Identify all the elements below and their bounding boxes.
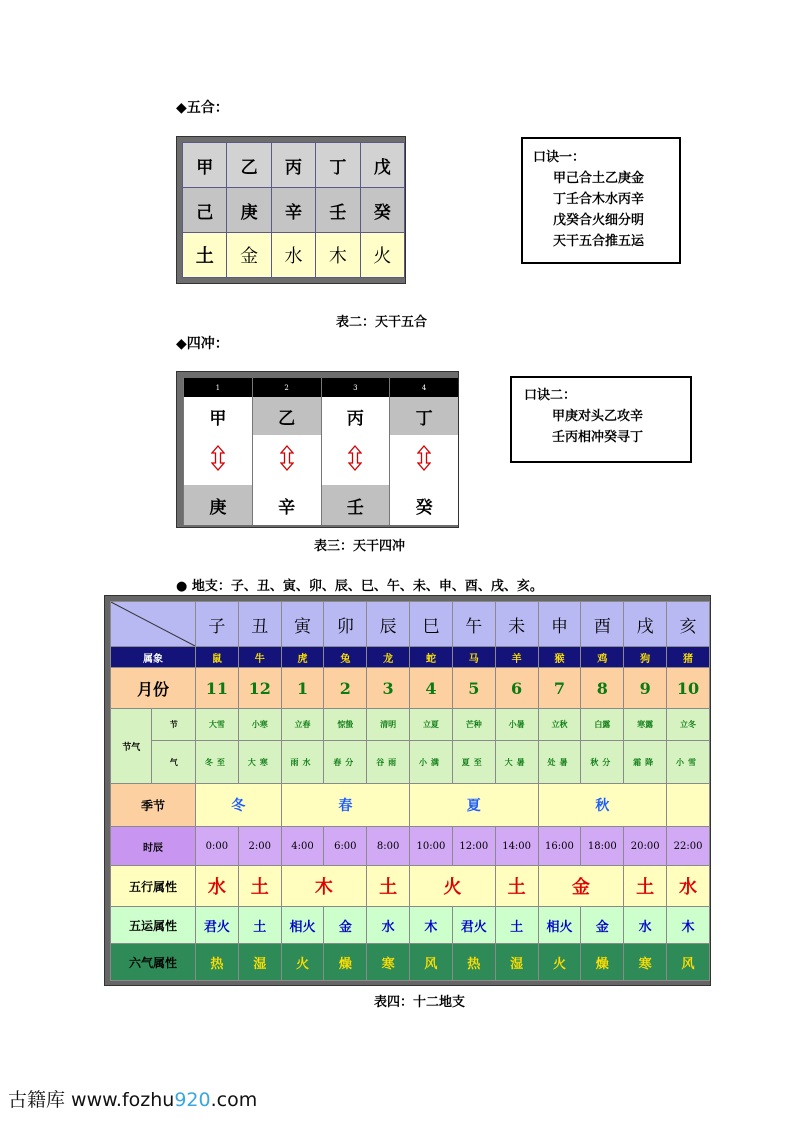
table-caption: 表三：天干四冲 <box>314 539 406 554</box>
element-cell: 金 <box>227 233 271 278</box>
sichong-heading: ◆四冲： <box>176 336 229 352</box>
koujue-title: 口诀一： <box>533 150 586 165</box>
animal-cell: 猪 <box>667 647 710 668</box>
branch-cell: 酉 <box>581 602 624 647</box>
clash-arrow-icon <box>252 435 321 485</box>
wuyun-cell: 水 <box>367 907 410 944</box>
wuyun-cell: 君火 <box>452 907 495 944</box>
jie-cell: 小暑 <box>495 709 538 741</box>
column-number: 2 <box>252 378 321 397</box>
jie-cell: 立冬 <box>667 709 710 741</box>
koujue-line: 戊癸合火细分明 <box>553 213 645 228</box>
table-row <box>183 233 405 278</box>
qi-cell: 谷雨 <box>367 741 410 784</box>
jie-cell: 清明 <box>367 709 410 741</box>
jie-cell: 芒种 <box>452 709 495 741</box>
element-cell: 木 <box>316 233 360 278</box>
jie-cell: 立秋 <box>538 709 581 741</box>
column-number: 4 <box>390 378 458 397</box>
season-cell: 夏 <box>410 784 539 827</box>
month-cell: 8 <box>581 668 624 709</box>
month-cell: 1 <box>281 668 324 709</box>
wuxing-cell: 水 <box>196 866 239 907</box>
stem-cell: 甲 <box>184 397 253 435</box>
koujue-line: 天干五合推五运 <box>553 234 645 249</box>
column-number: 1 <box>184 378 253 397</box>
table-row <box>184 485 459 525</box>
table-row <box>111 907 710 944</box>
dizhi-heading: ● 地支：子、丑、寅、卯、辰、巳、午、未、申、酉、戌、亥。 <box>176 579 543 594</box>
time-cell: 18:00 <box>581 827 624 866</box>
stem-cell: 丁 <box>390 397 458 435</box>
wuyun-cell: 木 <box>667 907 710 944</box>
qi-cell: 雨水 <box>281 741 324 784</box>
table-row <box>111 866 710 907</box>
animal-cell: 兔 <box>324 647 367 668</box>
wuyun-cell: 君火 <box>196 907 239 944</box>
branch-cell: 子 <box>196 602 239 647</box>
month-cell: 5 <box>452 668 495 709</box>
animal-cell: 鸡 <box>581 647 624 668</box>
jie-cell: 白露 <box>581 709 624 741</box>
table-row <box>184 378 459 397</box>
wuyun-cell: 土 <box>238 907 281 944</box>
sub-label: 节 <box>152 709 196 741</box>
branch-cell: 丑 <box>238 602 281 647</box>
liuqi-cell: 燥 <box>324 944 367 981</box>
clash-arrow-icon <box>184 435 253 485</box>
qi-cell: 小满 <box>410 741 453 784</box>
month-cell: 10 <box>667 668 710 709</box>
animal-cell: 虎 <box>281 647 324 668</box>
jie-cell: 立夏 <box>410 709 453 741</box>
branch-cell: 寅 <box>281 602 324 647</box>
qi-cell: 夏至 <box>452 741 495 784</box>
wuhe-heading: ◆五合： <box>176 100 229 116</box>
stem-cell: 庚 <box>184 485 253 525</box>
branch-cell: 戌 <box>624 602 667 647</box>
stem-cell: 壬 <box>316 188 360 233</box>
branch-cell: 亥 <box>667 602 710 647</box>
liuqi-cell: 寒 <box>624 944 667 981</box>
animal-cell: 马 <box>452 647 495 668</box>
clash-arrow-icon <box>390 435 458 485</box>
wuyun-cell: 金 <box>581 907 624 944</box>
qi-cell: 大暑 <box>495 741 538 784</box>
season-cell <box>667 784 710 827</box>
stem-cell: 甲 <box>183 143 227 188</box>
liuqi-cell: 湿 <box>495 944 538 981</box>
column-number: 3 <box>321 378 390 397</box>
jie-cell: 惊蛰 <box>324 709 367 741</box>
time-cell: 14:00 <box>495 827 538 866</box>
table-row <box>111 944 710 981</box>
table-row <box>111 709 710 741</box>
wuxing-cell: 土 <box>367 866 410 907</box>
time-cell: 4:00 <box>281 827 324 866</box>
wuxing-cell: 水 <box>667 866 710 907</box>
table-caption: 表四：十二地支 <box>374 995 466 1010</box>
animal-cell: 龙 <box>367 647 410 668</box>
time-cell: 20:00 <box>624 827 667 866</box>
liuqi-cell: 燥 <box>581 944 624 981</box>
row-label: 时辰 <box>111 827 196 866</box>
animal-cell: 鼠 <box>196 647 239 668</box>
wuyun-cell: 土 <box>495 907 538 944</box>
time-cell: 22:00 <box>667 827 710 866</box>
time-cell: 0:00 <box>196 827 239 866</box>
row-label: 五运属性 <box>111 907 196 944</box>
stem-cell: 辛 <box>271 188 315 233</box>
table-row <box>111 668 710 709</box>
table-row <box>111 602 710 647</box>
stem-cell: 丙 <box>321 397 390 435</box>
stem-cell: 丁 <box>316 143 360 188</box>
wuyun-cell: 金 <box>324 907 367 944</box>
season-cell: 春 <box>281 784 409 827</box>
liuqi-cell: 风 <box>410 944 453 981</box>
diagonal-header-cell <box>111 602 196 647</box>
table-tiangan-wuhe <box>176 136 406 284</box>
branch-cell: 申 <box>538 602 581 647</box>
wuyun-cell: 相火 <box>538 907 581 944</box>
season-cell: 冬 <box>196 784 282 827</box>
jie-cell: 大雪 <box>196 709 239 741</box>
wuxing-cell: 土 <box>238 866 281 907</box>
wuxing-cell: 金 <box>538 866 624 907</box>
qi-cell: 小雪 <box>667 741 710 784</box>
koujue-line: 壬丙相冲癸寻丁 <box>552 430 644 445</box>
animal-cell: 牛 <box>238 647 281 668</box>
wuyun-cell: 水 <box>624 907 667 944</box>
stem-cell: 辛 <box>252 485 321 525</box>
month-cell: 11 <box>196 668 239 709</box>
qi-cell: 大寒 <box>238 741 281 784</box>
table-row <box>111 741 710 784</box>
liuqi-cell: 热 <box>196 944 239 981</box>
koujue-line: 丁壬合木水丙辛 <box>553 192 645 207</box>
liuqi-cell: 风 <box>667 944 710 981</box>
element-cell: 土 <box>183 233 227 278</box>
table-row <box>111 827 710 866</box>
site-watermark <box>8 1085 257 1112</box>
season-cell: 秋 <box>538 784 667 827</box>
table-row <box>184 435 459 485</box>
liuqi-cell: 寒 <box>367 944 410 981</box>
time-cell: 2:00 <box>238 827 281 866</box>
jie-cell: 小寒 <box>238 709 281 741</box>
month-cell: 7 <box>538 668 581 709</box>
qi-cell: 春分 <box>324 741 367 784</box>
stem-cell: 癸 <box>390 485 458 525</box>
branch-cell: 午 <box>452 602 495 647</box>
branch-cell: 卯 <box>324 602 367 647</box>
wuxing-cell: 火 <box>410 866 496 907</box>
row-label: 节气 <box>111 709 152 784</box>
stem-cell: 乙 <box>227 143 271 188</box>
sub-label: 气 <box>152 741 196 784</box>
row-label: 六气属性 <box>111 944 196 981</box>
site-number: 920 <box>174 1089 211 1111</box>
table-row <box>111 784 710 827</box>
table-dizhi <box>104 595 711 986</box>
element-cell: 水 <box>271 233 315 278</box>
stem-cell: 己 <box>183 188 227 233</box>
time-cell: 12:00 <box>452 827 495 866</box>
animal-cell: 羊 <box>495 647 538 668</box>
qi-cell: 秋分 <box>581 741 624 784</box>
table-row <box>184 397 459 435</box>
branch-cell: 巳 <box>410 602 453 647</box>
stem-cell: 壬 <box>321 485 390 525</box>
qi-cell: 冬至 <box>196 741 239 784</box>
time-cell: 16:00 <box>538 827 581 866</box>
month-cell: 9 <box>624 668 667 709</box>
table-row <box>183 143 405 188</box>
liuqi-cell: 湿 <box>238 944 281 981</box>
month-cell: 4 <box>410 668 453 709</box>
qi-cell: 霜降 <box>624 741 667 784</box>
table-tiangan-sichong <box>176 371 459 528</box>
wuxing-cell: 土 <box>624 866 667 907</box>
month-cell: 2 <box>324 668 367 709</box>
month-cell: 12 <box>238 668 281 709</box>
animal-cell: 猴 <box>538 647 581 668</box>
wuyun-cell: 木 <box>410 907 453 944</box>
jie-cell: 立春 <box>281 709 324 741</box>
koujue-two-box <box>510 376 692 463</box>
wuxing-cell: 木 <box>281 866 367 907</box>
table-caption: 表二：天干五合 <box>336 315 428 330</box>
table-row <box>111 647 710 668</box>
koujue-line: 甲庚对头乙攻辛 <box>552 409 644 424</box>
koujue-line: 甲己合土乙庚金 <box>553 171 645 186</box>
month-cell: 6 <box>495 668 538 709</box>
koujue-title: 口诀二： <box>524 388 577 403</box>
element-cell: 火 <box>360 233 404 278</box>
row-label: 五行属性 <box>111 866 196 907</box>
row-label: 季节 <box>111 784 196 827</box>
month-cell: 3 <box>367 668 410 709</box>
koujue-one-box <box>521 137 681 264</box>
stem-cell: 丙 <box>271 143 315 188</box>
animal-cell: 狗 <box>624 647 667 668</box>
row-label: 月份 <box>111 668 196 709</box>
stem-cell: 癸 <box>360 188 404 233</box>
site-name: 古籍库 www.fozhu <box>8 1089 175 1111</box>
clash-arrow-icon <box>321 435 390 485</box>
qi-cell: 处暑 <box>538 741 581 784</box>
stem-cell: 庚 <box>227 188 271 233</box>
liuqi-cell: 火 <box>281 944 324 981</box>
site-tld: .com <box>210 1089 258 1111</box>
jie-cell: 寒露 <box>624 709 667 741</box>
branch-cell: 辰 <box>367 602 410 647</box>
stem-cell: 乙 <box>252 397 321 435</box>
animal-cell: 蛇 <box>410 647 453 668</box>
table-row <box>183 188 405 233</box>
time-cell: 10:00 <box>410 827 453 866</box>
wuxing-cell: 土 <box>495 866 538 907</box>
liuqi-cell: 火 <box>538 944 581 981</box>
liuqi-cell: 热 <box>452 944 495 981</box>
time-cell: 8:00 <box>367 827 410 866</box>
stem-cell: 戊 <box>360 143 404 188</box>
wuyun-cell: 相火 <box>281 907 324 944</box>
row-label: 属象 <box>111 647 196 668</box>
branch-cell: 未 <box>495 602 538 647</box>
time-cell: 6:00 <box>324 827 367 866</box>
